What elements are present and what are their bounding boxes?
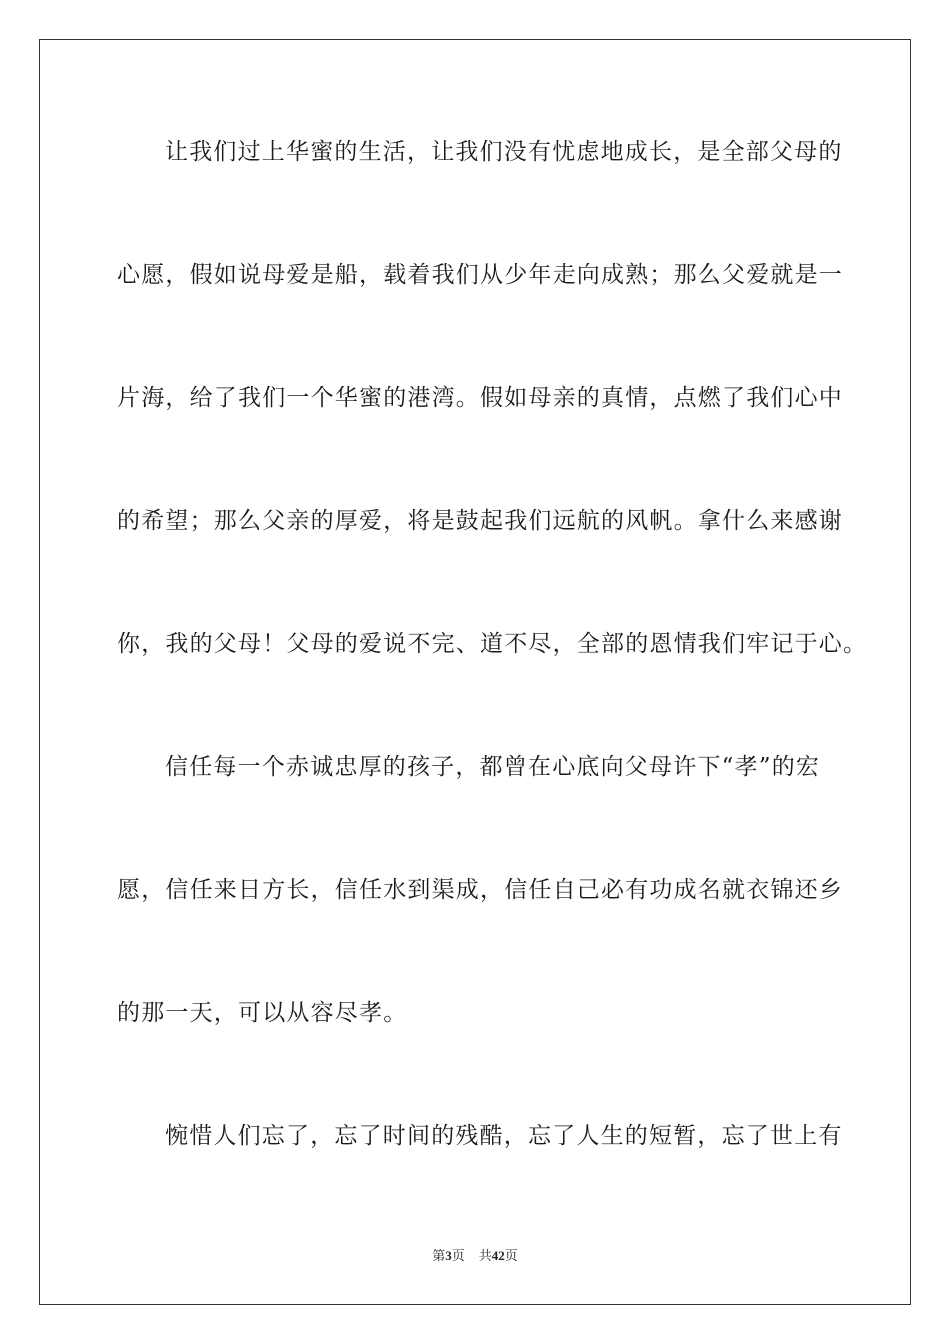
total-suffix: 页	[504, 1249, 518, 1264]
paragraph-line: 心愿，假如说母爱是船，载着我们从少年走向成熟；那么父爱就是一	[117, 262, 843, 288]
paragraph-line: 让我们过上华蜜的生活，让我们没有忧虑地成长，是全部父母的	[165, 139, 843, 165]
page-border	[39, 39, 911, 1305]
paragraph-line: 信任每一个赤诚忠厚的孩子，都曾在心底向父母许下“孝”的宏	[165, 754, 821, 780]
paragraph-line: 你，我的父母！父母的爱说不完、道不尽，全部的恩情我们牢记于心。	[117, 631, 868, 657]
paragraph-line: 片海，给了我们一个华蜜的港湾。假如母亲的真情，点燃了我们心中	[117, 385, 843, 411]
page-suffix: 页	[451, 1249, 465, 1264]
total-pages: 42	[491, 1248, 505, 1263]
total-prefix: 共	[478, 1249, 492, 1264]
paragraph-line: 的希望；那么父亲的厚爱，将是鼓起我们远航的风帆。拿什么来感谢	[117, 508, 843, 534]
paragraph-line: 的那一天，可以从容尽孝。	[117, 1000, 408, 1026]
page-footer	[0, 1247, 950, 1266]
page-number: 3	[445, 1248, 452, 1263]
paragraph-line: 愿，信任来日方长，信任水到渠成，信任自己必有功成名就衣锦还乡	[117, 877, 843, 903]
paragraph-line: 惋惜人们忘了，忘了时间的残酷，忘了人生的短暂，忘了世上有	[165, 1123, 843, 1149]
page-prefix: 第	[432, 1249, 446, 1264]
